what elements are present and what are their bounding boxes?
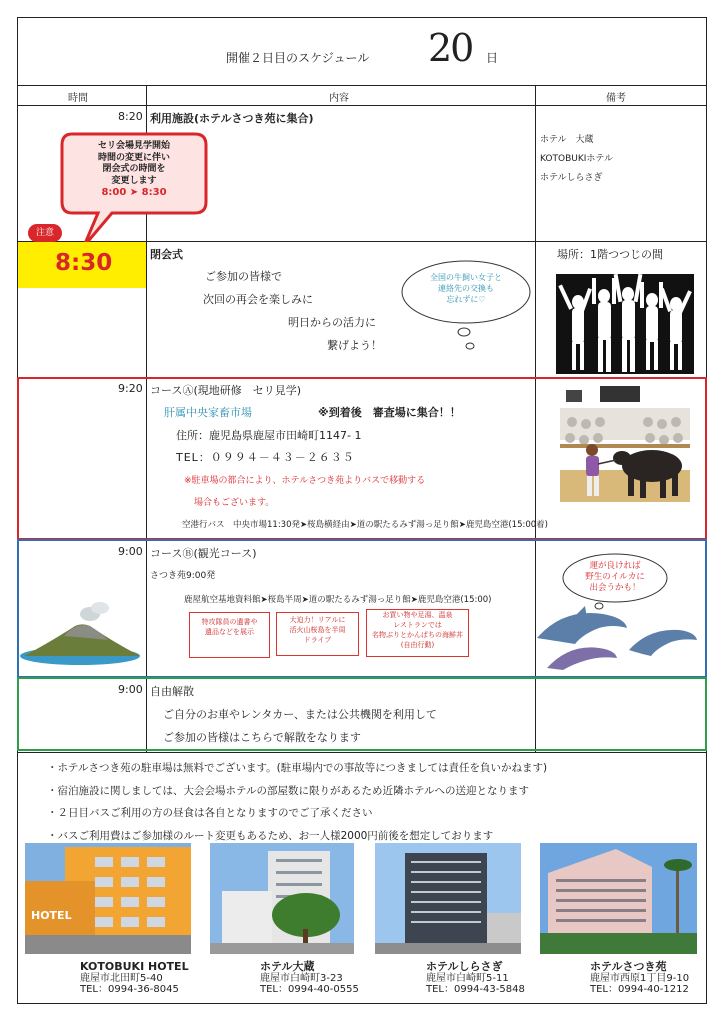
row-title: コースⒷ(観光コース)	[150, 547, 257, 560]
sakurajima-volcano-illustration	[20, 600, 144, 666]
venue-tel: TEL：０９９４－４３－２６３５	[176, 451, 355, 464]
hotel-address: 鹿屋市北田町5-40	[80, 973, 163, 984]
bubble-line: 忘れずに♡	[446, 295, 486, 304]
column-header-time: 時間	[68, 93, 88, 104]
row-title: 自由解散	[150, 685, 194, 698]
callout-line: セリ会場見学開始	[97, 141, 170, 151]
stop-info-box	[276, 612, 359, 656]
column-header-notes: 備考	[606, 93, 626, 104]
divider	[17, 85, 706, 86]
row-time: 9:00	[118, 683, 143, 696]
stop-info-line: 遺品などを展示	[205, 628, 254, 636]
hotel-name: ホテルさつき苑	[590, 960, 667, 973]
thought-bubble-text	[414, 272, 518, 305]
kotobuki-hotel-photo	[25, 843, 191, 954]
row-title: 閉会式	[150, 248, 183, 261]
venue-note: 場所：1階つつじの間	[557, 248, 663, 261]
callout-text	[64, 141, 204, 199]
column-header-content: 内容	[329, 93, 349, 104]
hotel-caption	[80, 961, 189, 995]
row-time: 8:30	[55, 250, 113, 276]
hotel-name: KOTOBUKI HOTEL	[80, 960, 189, 973]
hotel-tel: TEL：0994-40-1212	[590, 984, 689, 995]
hotel-caption	[426, 961, 525, 995]
stop-info-line: レストランでは	[393, 621, 442, 629]
hotel-okura-photo	[210, 843, 354, 954]
venue-name: 肝属中央家畜市場	[164, 406, 252, 419]
hotel-caption	[590, 961, 689, 995]
divider	[535, 679, 536, 747]
dismissal-line: ご参加の皆様はこちらで解散をなります	[163, 731, 361, 744]
bubble-line: 野生のイルカに	[585, 572, 645, 582]
hotel-note: KOTOBUKIホテル	[540, 154, 613, 164]
header-title: 開催２日目のスケジュール	[226, 51, 370, 65]
hotel-shirasagi-photo	[375, 843, 521, 954]
bubble-line: 全国の牛飼い女子と	[430, 273, 502, 282]
stop-info-box	[366, 609, 469, 657]
footnotes	[47, 757, 547, 847]
callout-times: 8:00 ➤ 8:30	[101, 187, 167, 198]
caution-badge: 注意	[28, 224, 62, 242]
stop-info-line: お買い物や足湯、温泉	[382, 611, 453, 619]
stop-info-line: ドライブ	[303, 636, 332, 644]
closing-line: 次回の再会を楽しみに	[203, 293, 313, 306]
hotel-sign: HOTEL	[31, 909, 72, 922]
stop-info-line: 大迫力！リアルに	[289, 616, 346, 624]
closing-line: ご参加の皆様で	[205, 270, 282, 283]
venue-address: 住所：鹿児島県鹿屋市田崎町1147- 1	[176, 429, 362, 442]
departure-time: さつき苑9:00発	[150, 571, 216, 581]
stop-info-line: (自由行動)	[400, 641, 435, 649]
footnote: ・ホテルさつき苑の駐車場は無料でございます。(駐車場内での事故等につきましては責任を負いかねます)	[47, 762, 548, 774]
hotel-satsukien-photo	[540, 843, 697, 954]
stop-info-line: 活火山桜島を半周	[289, 626, 346, 634]
hotel-name: ホテルしらさぎ	[426, 960, 503, 973]
divider	[146, 541, 147, 674]
cattle-auction-illustration	[560, 382, 690, 502]
stop-info-line: 名物ぶりとかんぱちの海鮮丼	[372, 631, 463, 639]
hotel-address: 鹿屋市西原1丁目9-10	[590, 973, 690, 984]
footnote: ・バスご利用費はご参加様のルート変更もあるため、お一人様2000円前後を想定しております	[47, 829, 494, 842]
row-time: 9:00	[118, 545, 143, 558]
hotel-caption	[260, 961, 359, 995]
header-day-number: 20	[428, 26, 473, 70]
closing-line: 繋げよう！	[327, 339, 382, 352]
row-time: 8:20	[118, 110, 143, 123]
thought-bubble-text	[572, 561, 658, 594]
tour-route: 鹿屋航空基地資料館➤桜島半周➤道の駅たるみず湯っ足り館➤鹿児島空港(15:00)	[184, 595, 492, 605]
divider	[146, 679, 147, 747]
airport-bus-route: 空港行バス 中央市場11:30発➤桜島横経由➤道の駅たるみず湯っ足り館➤鹿児島空港(15:00着)	[182, 520, 548, 530]
dismissal-line: ご自分のお車やレンタカー、または公共機関を利用して	[163, 708, 437, 721]
header-day-unit: 日	[486, 51, 499, 65]
bubble-line: 運が良ければ	[589, 561, 641, 571]
divider	[146, 379, 147, 536]
stop-info-line: 特攻隊員の遺書や	[201, 618, 258, 626]
stop-info-box	[189, 612, 270, 658]
closing-line: 明日からの活力に	[288, 316, 376, 329]
row-title: コースⒶ(現地研修 セリ見学)	[150, 384, 302, 397]
hotel-name: ホテル大蔵	[260, 960, 315, 973]
divider	[17, 105, 706, 106]
row-title: 利用施設(ホテルさつき苑に集合)	[150, 112, 314, 125]
bubble-line: 連絡先の交換も	[438, 284, 494, 293]
hotel-address: 鹿屋市白崎町3-23	[260, 973, 343, 984]
hotel-tel: TEL：0994-43-5848	[426, 984, 525, 995]
divider	[17, 752, 706, 753]
hotel-note: ホテル 大蔵	[540, 135, 594, 145]
callout-line: 時間の変更に伴い	[97, 152, 170, 163]
divider	[535, 379, 536, 536]
parking-warning: ※駐車場の都合により、ホテルさつき苑よりバスで移動する	[184, 476, 426, 486]
bubble-line: 出会うかも！	[589, 583, 641, 593]
callout-line: 閉会式の時間を	[102, 164, 166, 174]
hotel-tel: TEL：0994-40-0555	[260, 984, 359, 995]
row-time: 9:20	[118, 382, 143, 395]
parking-warning: 場合もございます。	[194, 498, 275, 508]
dolphins-illustration	[533, 604, 701, 672]
celebration-silhouette-image	[556, 274, 694, 374]
hotel-note: ホテルしらさぎ	[540, 173, 603, 183]
hotel-tel: TEL：0994-36-8045	[80, 984, 179, 995]
hotel-address: 鹿屋市白崎町5-11	[426, 973, 509, 984]
footnote: ・宿泊施設に関しましては、大会会場ホテルの部屋数に限りがあるため近隣ホテルへの送迎となります	[47, 784, 529, 797]
callout-line: 変更します	[111, 175, 157, 186]
lodging-hotels	[540, 131, 613, 188]
arrival-instruction: ※到着後 審査場に集合！！	[318, 406, 461, 419]
footnote: ・２日目バスご利用の方の昼食は各自となりますのでご了承ください	[47, 807, 373, 819]
